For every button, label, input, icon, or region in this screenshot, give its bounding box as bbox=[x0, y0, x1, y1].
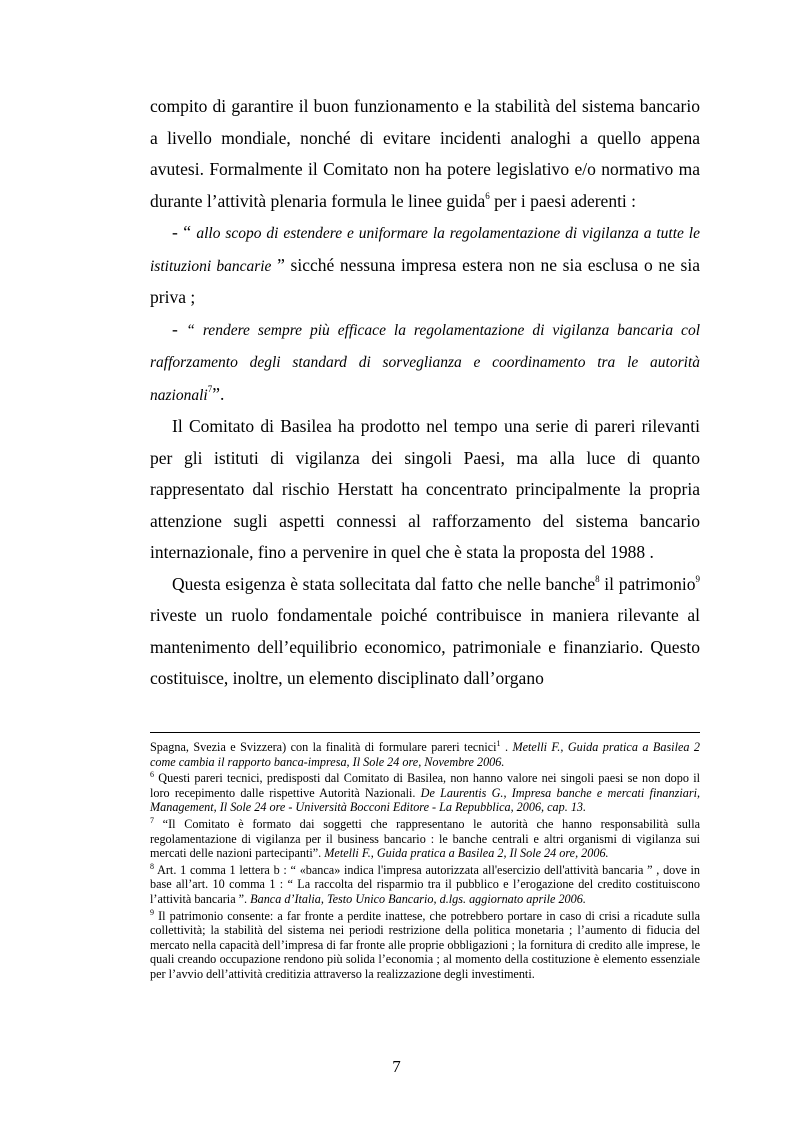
footnote-8 bbox=[150, 863, 700, 907]
footnote-citation: De Laurentis G., Impresa banche e mercati finanziari, Management, Il Sole 24 ore - Università Bocconi Editore - La Repubblica, 2006, cap. 13. bbox=[150, 785, 701, 815]
quote-item-2 bbox=[150, 314, 700, 412]
paragraph-text: Questa esigenza è stata sollecitata dal fatto che nelle banche bbox=[172, 573, 596, 594]
footnote-sup: 1 bbox=[496, 739, 501, 748]
paragraph-committee-role bbox=[150, 91, 700, 217]
footnote-text: . bbox=[500, 740, 513, 754]
footnote-text: Questi pareri tecnici, predisposti dal Comitato di Basilea, non hanno valore nei singoli paesi se non dopo il loro recepimento dalle rispettive Autorità Nazionali. bbox=[150, 771, 700, 800]
footnote-text: Spagna, Svezia e Svizzera) con la finalità di formulare pareri tecnici bbox=[150, 740, 497, 754]
quote-italic-text: “ rendere sempre più efficace la regolamentazione di vigilanza bancaria col rafforzamento degli standard di sorveglianza e coordinamento tra le autorità nazionali bbox=[150, 321, 700, 404]
footnote-7 bbox=[150, 817, 700, 861]
footnote-text: Il patrimonio consente: a far fronte a perdite inattese, che potrebbero portare in caso di crisi a ricadute sulla collettività; la stabilità del sistema nei periodi restrizione della politica monetaria ; l’aumento di fiducia del mercato nella capacità dell’impresa di far fronte alle proprie obbligazioni ; la fornitura di credito alle imprese, le quali creando occupazione rendono più solida l’economia ; al momento della costituzione è elemento essenziale per l’avvio dell’attività creditizia attraverso la realizzazione degli investimenti. bbox=[150, 908, 700, 981]
page-number: 7 bbox=[392, 1057, 401, 1076]
footnote-ref-6[interactable]: 6 bbox=[485, 190, 490, 201]
quote-text: ” sicché nessuna impresa estera non ne sia esclusa o ne sia priva ; bbox=[150, 254, 700, 307]
paragraph-basel-opinions bbox=[150, 411, 700, 569]
footnote-continuation bbox=[150, 740, 700, 769]
footnote-9 bbox=[150, 909, 700, 982]
paragraph-text: il patrimonio bbox=[599, 573, 696, 594]
footnotes bbox=[150, 740, 700, 984]
quote-item-1 bbox=[150, 217, 700, 314]
footnote-ref-9[interactable]: 9 bbox=[695, 573, 700, 584]
quote-dash: - bbox=[172, 318, 187, 339]
footnote-citation: Metelli F., Guida pratica a Basilea 2, Il Sole 24 ore, 2006. bbox=[324, 846, 609, 861]
quote-text: ”. bbox=[212, 383, 225, 404]
footnote-citation: Metelli F., Guida pratica a Basilea 2 come cambia il rapporto banca-impresa, Il Sole 24 ore, Novembre 2006. bbox=[150, 740, 700, 769]
paragraph-text: riveste un ruolo fondamentale poiché contribuisce in maniera rilevante al mantenimento dell’equilibrio economico, patrimoniale e finanziario. Questo costituisce, inoltre, un elemento disciplinato dall’organo bbox=[150, 605, 700, 688]
footnote-number: 8 bbox=[150, 861, 154, 871]
footnote-number: 9 bbox=[150, 907, 154, 917]
footnote-6 bbox=[150, 771, 700, 815]
footnote-ref-8[interactable]: 8 bbox=[595, 573, 600, 584]
footnote-separator bbox=[150, 732, 700, 733]
footnote-number: 6 bbox=[150, 770, 154, 780]
paragraph-text: per i paesi aderenti : bbox=[489, 190, 637, 211]
quote-dash: - “ bbox=[172, 222, 197, 242]
footnote-ref-7[interactable]: 7 bbox=[207, 383, 213, 394]
paragraph-text: Il Comitato di Basilea ha prodotto nel tempo una serie di pareri rilevanti per gli istituti di vigilanza dei singoli Paesi, ma alla luce di quanto rappresentato dal rischio Herstatt ha concentrato principalmente la propria attenzione sugli aspetti connessi al rafforzamento del sistema bancario internazionale, fino a pervenire in quel che è stata la proposta del 1988 . bbox=[150, 416, 700, 562]
body-text bbox=[150, 91, 700, 695]
quote-italic-text: allo scopo di estendere e uniformare la regolamentazione di vigilanza a tutte le istituzioni bancarie bbox=[150, 225, 700, 275]
footnote-citation: Banca d’Italia, Testo Unico Bancario, d.lgs. aggiornato aprile 2006. bbox=[250, 891, 586, 906]
footnote-number: 7 bbox=[150, 815, 154, 825]
paragraph-capital-need bbox=[150, 569, 700, 695]
footnote-text: “Il Comitato è formato dai soggetti che rappresentano le autorità che hanno responsabilità sulla regolamentazione di vigilanza per il business bancario : le banche centrali e altri organismi di vigilanza sui mercati delle nazioni partecipanti”. bbox=[150, 816, 700, 861]
paragraph-text: compito di garantire il buon funzionamento e la stabilità del sistema bancario a livello mondiale, nonché di evitare incidenti analoghi a quello appena avutesi. Formalmente il Comitato non ha potere legislativo e/o normativo ma durante l’attività plenaria formula le linee guida bbox=[150, 96, 700, 211]
footnote-text: Art. 1 comma 1 lettera b : “ «banca» indica l'impresa autorizzata all'esercizio dell'attività bancaria ” , dove in base all’art. 10 comma 1 : “ La raccolta del risparmio tra il pubblico e l’erogazione del credito costituiscono l’attività bancaria ”. bbox=[150, 862, 700, 906]
